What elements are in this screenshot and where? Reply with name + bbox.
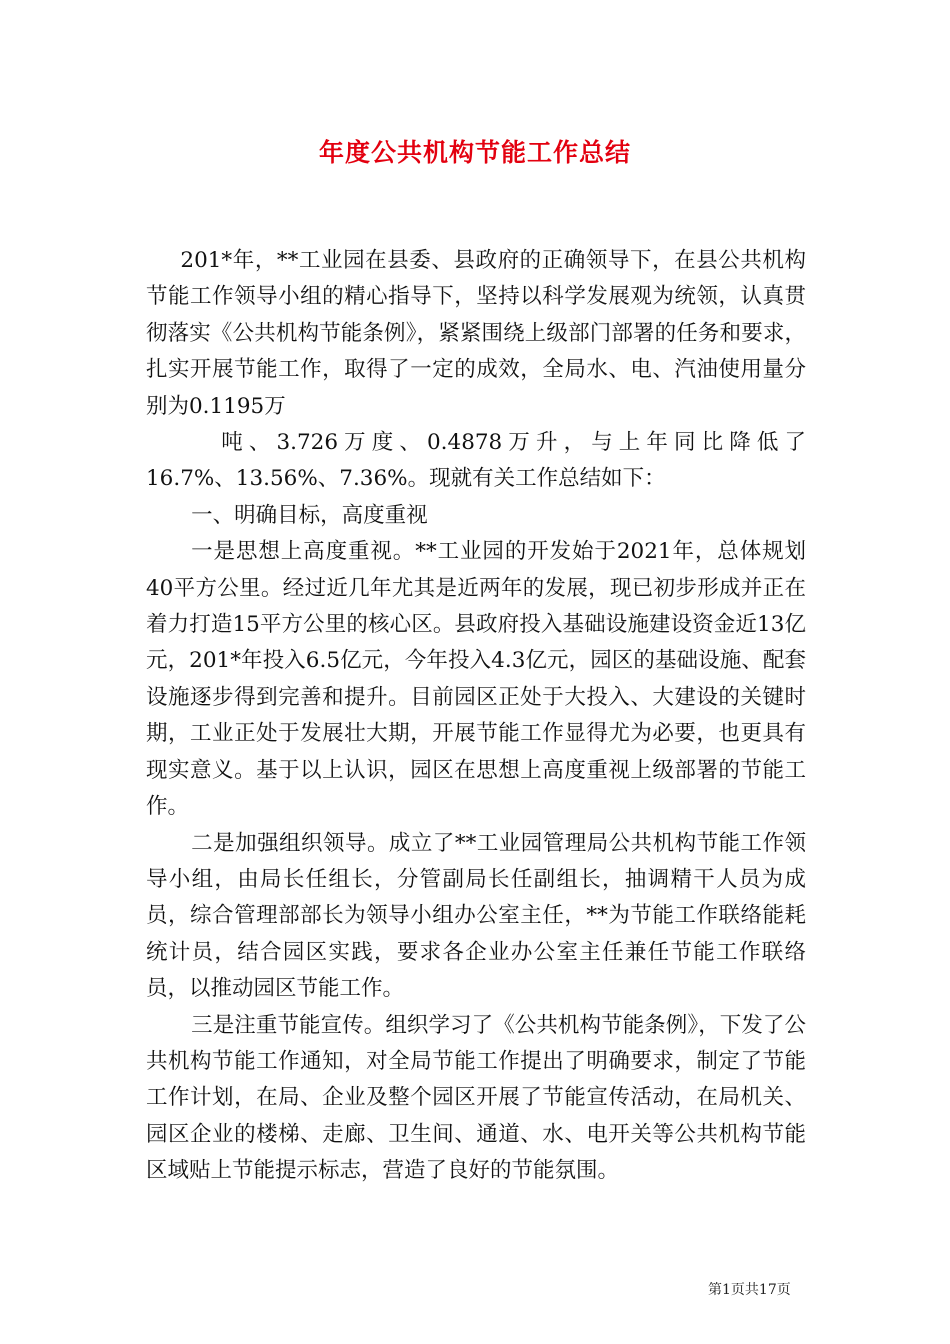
intro-paragraph-end: 16.7%、13.56%、7.36%。现就有关工作总结如下： — [146, 466, 666, 492]
section-heading-1: 一、明确目标，高度重视 — [191, 502, 428, 528]
intro-paragraph: 201*年，**工业园在县委、县政府的正确领导下，在县公共机构节能工作领导小组的精心指导下，坚持以科学发展观为统领，认真贯彻落实《公共机构节能条例》，紧紧围绕上级部门部署的任务和要求，扎实开展节能工作，取得了一定的成效，全局水、电、汽油使用量分别为0.1195万 — [146, 248, 806, 419]
intro-paragraph-continued: 吨、3.726万度、0.4878万升，与上年同比降低了 — [221, 430, 806, 456]
document-title: 年度公共机构节能工作总结 — [318, 138, 631, 167]
paragraph-publicity: 三是注重节能宣传。组织学习了《公共机构节能条例》，下发了公共机构节能工作通知，对全局节能工作提出了明确要求，制定了节能工作计划，在局、企业及整个园区开展了节能宣传活动，在局机关、园区企业的楼梯、走廊、卫生间、通道、水、电开关等公共机构节能区域贴上节能提示标志，营造了良好的节能氛围。 — [146, 1012, 806, 1184]
page-number: 第1页共17页 — [708, 1282, 791, 1298]
document-body — [146, 243, 806, 1190]
paragraph-ideology: 一是思想上高度重视。**工业园的开发始于2021年，总体规划40平方公里。经过近几年尤其是近两年的发展，现已初步形成并正在着力打造15平方公里的核心区。县政府投入基础设施建设资金近13亿元，201*年投入6.5亿元，今年投入4.3亿元，园区的基础设施、配套设施逐步得到完善和提升。目前园区正处于大投入、大建设的关键时期，工业正处于发展壮大期，开展节能工作显得尤为必要，也更具有现实意义。基于以上认识，园区在思想上高度重视上级部署的节能工作。 — [146, 539, 806, 820]
paragraph-organization: 二是加强组织领导。成立了**工业园管理局公共机构节能工作领导小组，由局长任组长，分管副局长任副组长，抽调精干人员为成员，综合管理部部长为领导小组办公室主任，**为节能工作联络能耗统计员，结合园区实践，要求各企业办公室主任兼任节能工作联络员，以推动园区节能工作。 — [146, 830, 806, 1002]
